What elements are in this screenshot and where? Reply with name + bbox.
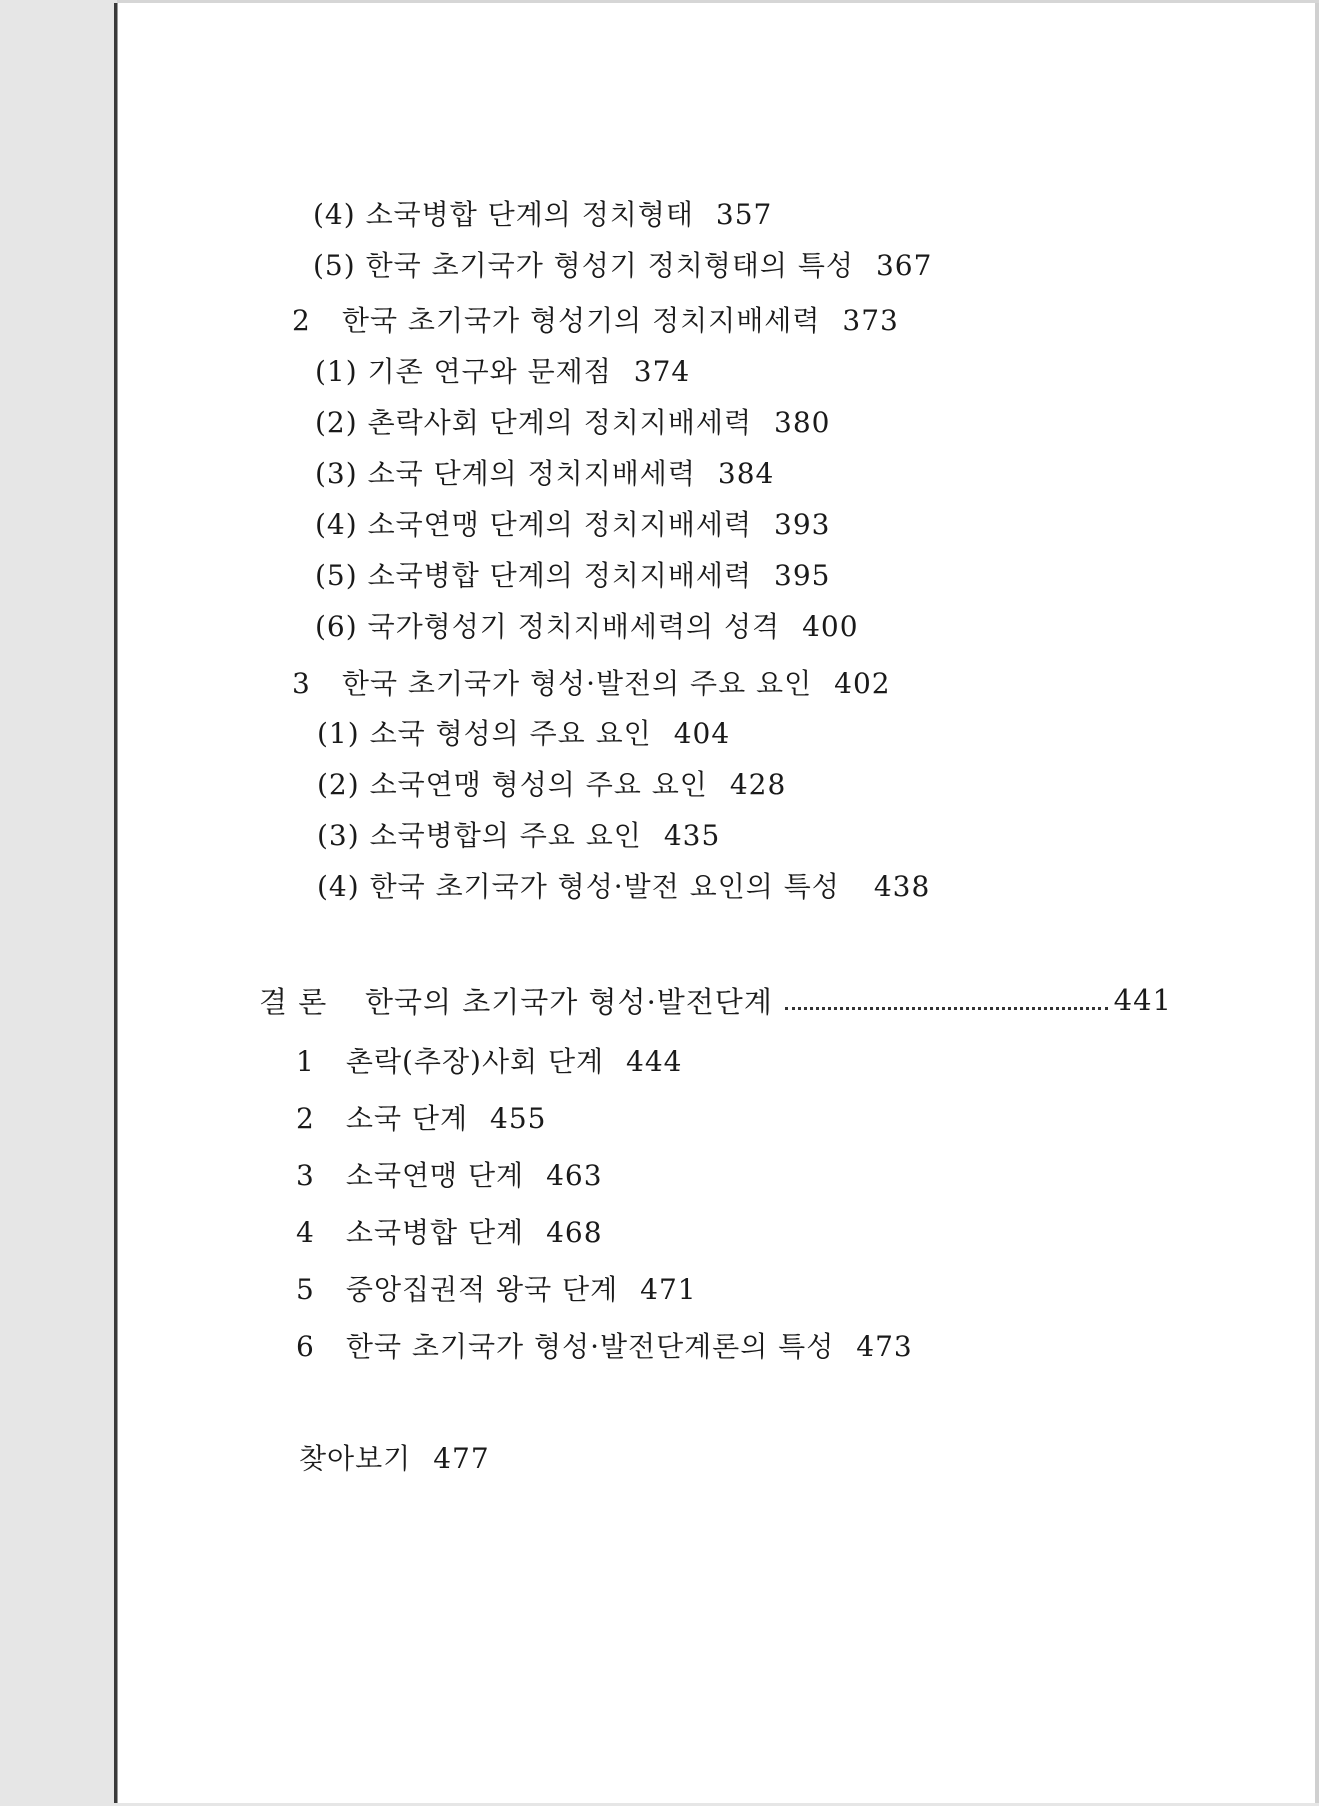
section-page: 455	[490, 1102, 547, 1135]
toc-section	[296, 1274, 697, 1306]
section-title: 한국 초기국가 형성·발전단계론의 특성	[345, 1330, 835, 1363]
entry-number: (3)	[317, 819, 360, 852]
entry-page: 438	[873, 870, 931, 903]
toc-section	[296, 1046, 683, 1078]
entry-number: (1)	[315, 355, 358, 388]
toc-section	[292, 668, 891, 700]
entry-page: 384	[717, 457, 775, 490]
section-title: 한국 초기국가 형성·발전의 주요 요인	[341, 667, 813, 700]
section-title: 소국연맹 단계	[345, 1159, 525, 1192]
entry-page: 400	[802, 610, 859, 643]
toc-entry	[315, 458, 774, 490]
toc-entry	[315, 509, 830, 541]
section-page: 373	[842, 304, 899, 337]
section-number: 5	[296, 1273, 315, 1306]
section-number: 2	[296, 1102, 315, 1135]
entry-number: (3)	[315, 457, 358, 490]
entry-number: (4)	[315, 508, 358, 541]
section-title: 촌락(추장)사회 단계	[345, 1045, 605, 1078]
entry-title: 소국병합 단계의 정치지배세력	[367, 559, 753, 592]
section-number: 2	[292, 304, 311, 337]
entry-title: 한국 초기국가 형성기 정치형태의 특성	[365, 249, 854, 282]
entry-title: 소국 단계의 정치지배세력	[367, 457, 696, 490]
entry-page: 357	[715, 198, 773, 231]
toc-entry	[317, 718, 730, 750]
conclusion-label: 결 론	[259, 984, 328, 1019]
entry-number: (4)	[313, 198, 356, 231]
entry-page: 374	[633, 355, 691, 388]
toc-section	[296, 1160, 603, 1192]
toc-section	[292, 305, 899, 337]
entry-number: (4)	[317, 870, 360, 903]
entry-number: (2)	[315, 406, 358, 439]
toc-entry	[315, 611, 859, 643]
toc-entry	[315, 356, 690, 388]
section-number: 1	[296, 1045, 315, 1078]
entry-title: 소국병합의 주요 요인	[369, 819, 642, 852]
entry-title: 소국연맹 단계의 정치지배세력	[367, 508, 753, 541]
toc-entry	[315, 560, 830, 592]
section-page: 471	[640, 1273, 697, 1306]
entry-title: 촌락사회 단계의 정치지배세력	[367, 406, 753, 439]
entry-title: 소국연맹 형성의 주요 요인	[369, 768, 708, 801]
entry-number: (5)	[313, 249, 356, 282]
entry-page: 435	[663, 819, 721, 852]
section-number: 3	[292, 667, 311, 700]
toc-conclusion	[259, 980, 1172, 1020]
entry-page: 393	[774, 508, 831, 541]
entry-page: 404	[673, 717, 731, 750]
entry-title: 소국병합 단계의 정치형태	[365, 198, 694, 231]
entry-page: 428	[729, 768, 787, 801]
entry-page: 367	[875, 249, 933, 282]
section-title: 소국 단계	[345, 1102, 468, 1135]
entry-title: 한국 초기국가 형성·발전 요인의 특성	[369, 870, 840, 903]
toc-entry	[317, 871, 930, 903]
entry-number: (6)	[315, 610, 358, 643]
conclusion-page: 441	[1113, 983, 1172, 1017]
toc-entry	[313, 250, 932, 282]
section-page: 468	[546, 1216, 603, 1249]
section-number: 4	[296, 1216, 315, 1249]
toc-entry	[317, 820, 720, 852]
toc-section	[296, 1103, 546, 1135]
section-title: 중앙집권적 왕국 단계	[345, 1273, 619, 1306]
toc-section	[296, 1217, 603, 1249]
toc-entry	[315, 407, 830, 439]
entry-title: 기존 연구와 문제점	[367, 355, 612, 388]
entry-number: (2)	[317, 768, 360, 801]
entry-number: (5)	[315, 559, 358, 592]
section-number: 6	[296, 1330, 315, 1363]
section-number: 3	[296, 1159, 315, 1192]
toc-entry	[313, 199, 772, 231]
section-title: 소국병합 단계	[345, 1216, 525, 1249]
entry-page: 395	[774, 559, 831, 592]
section-page: 402	[834, 667, 891, 700]
index-title: 찾아보기	[299, 1442, 412, 1475]
dot-leader	[785, 1007, 1108, 1010]
toc-index	[299, 1443, 490, 1475]
section-page: 473	[856, 1330, 913, 1363]
entry-number: (1)	[317, 717, 360, 750]
entry-title: 소국 형성의 주요 요인	[369, 717, 652, 750]
section-title: 한국 초기국가 형성기의 정치지배세력	[341, 304, 821, 337]
section-page: 463	[546, 1159, 603, 1192]
conclusion-title: 한국의 초기국가 형성·발전단계	[365, 984, 773, 1019]
entry-page: 380	[774, 406, 831, 439]
index-page: 477	[433, 1442, 490, 1475]
entry-title: 국가형성기 정치지배세력의 성격	[367, 610, 781, 643]
toc-section	[296, 1331, 913, 1363]
section-page: 444	[626, 1045, 683, 1078]
toc-entry	[317, 769, 786, 801]
